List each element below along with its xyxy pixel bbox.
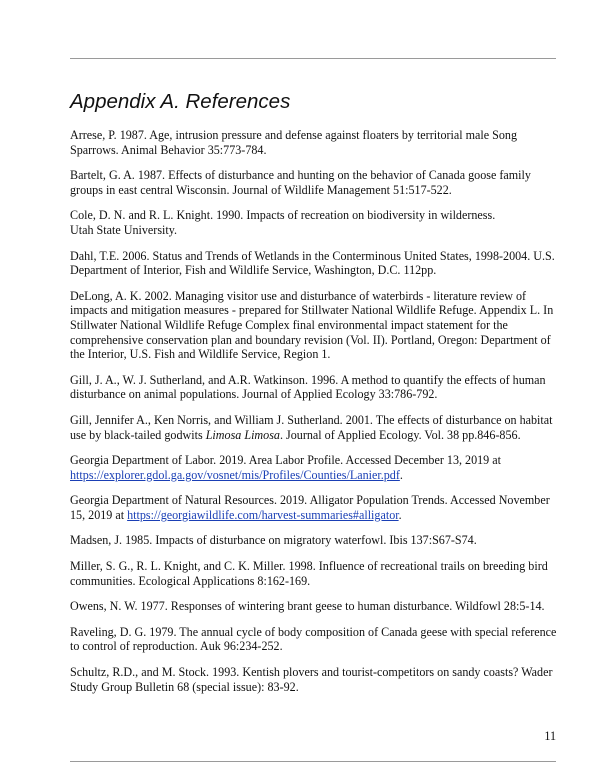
reference-item	[70, 493, 560, 522]
reference-text: . Journal of Applied Ecology. Vol. 38 pp.846-856.	[279, 427, 521, 442]
reference-text: Cole, D. N. and R. L. Knight. 1990. Impacts of recreation on biodiversity in wilderness.	[70, 208, 496, 223]
page-title: Appendix A. References	[70, 90, 291, 113]
reference-item: Arrese, P. 1987. Age, intrusion pressure and defense against floaters by territorial male Song Sparrows. Animal Behavior 35:773-784.	[70, 128, 518, 157]
reference-text: .	[399, 467, 403, 482]
reference-list	[70, 128, 560, 705]
page-number: 11	[544, 729, 556, 743]
reference-text: Utah State University.	[70, 222, 178, 237]
alligator-trends-link[interactable]: https://georgiawildlife.com/harvest-summaries#alligator	[127, 507, 399, 522]
labor-profile-link[interactable]: https://explorer.gdol.ga.gov/vosnet/mis/Profiles/Counties/Lanier.pdf	[70, 467, 400, 482]
reference-text: Georgia Department of Labor. 2019. Area Labor Profile. Accessed December 13, 2019 at	[70, 453, 501, 468]
reference-item: Bartelt, G. A. 1987. Effects of disturbance and hunting on the behavior of Canada goose family groups in east central Wisconsin. Journal of Wildlife Management 51:517-522.	[70, 168, 531, 197]
reference-item: DeLong, A. K. 2002. Managing visitor use and disturbance of waterbirds - literature review of impacts and mitigation measures - prepared for Stillwater National Wildlife Refuge. Appendix L. In Stillwater National Wildlife Refuge Complex final environmental impact statement for the comprehensive conservation plan and boundary revision (Vol. II). Portland, Oregon: Department of the Interior, U.S. Fish and Wildlife Service, Region 1.	[70, 288, 554, 362]
bottom-divider	[70, 761, 556, 762]
reference-item: Gill, J. A., W. J. Sutherland, and A.R. Watkinson. 1996. A method to quantify the effects of human disturbance on animal populations. Journal of Applied Ecology 33:786-792.	[70, 372, 546, 402]
reference-item: Raveling, D. G. 1979. The annual cycle of body composition of Canada geese with special reference to control of reproduction. Auk 96:234-252.	[70, 624, 557, 654]
reference-item: Dahl, T.E. 2006. Status and Trends of Wetlands in the Conterminous United States, 1998-2004. U.S. Department of Interior, Fish and Wildlife Service, Washington, D.C. 112pp.	[70, 248, 555, 278]
reference-item	[70, 208, 560, 237]
species-name: Limosa Limosa	[205, 427, 280, 442]
reference-item: Miller, S. G., R. L. Knight, and C. K. Miller. 1998. Influence of recreational trails on breeding bird communities. Ecological Applications 8:162-169.	[70, 559, 548, 588]
reference-text: .	[398, 507, 402, 522]
reference-text: Gill, Jennifer A., Ken Norris, and William J. Sutherland. 2001. The effects of disturbance on habitat use by black-tailed godwits	[70, 412, 553, 442]
reference-item: Owens, N. W. 1977. Responses of wintering brant geese to human disturbance. Wildfowl 28:5-14.	[70, 599, 545, 614]
reference-item	[70, 453, 560, 482]
top-divider	[70, 58, 556, 59]
reference-item	[70, 413, 560, 442]
reference-item: Madsen, J. 1985. Impacts of disturbance on migratory waterfowl. Ibis 137:S67-S74.	[70, 533, 477, 548]
reference-item: Schultz, R.D., and M. Stock. 1993. Kentish plovers and tourist-competitors on sandy coasts? Wader Study Group Bulletin 68 (special issue): 83-92.	[70, 665, 553, 694]
reference-text: Georgia Department of Natural Resources. 2019. Alligator Population Trends. Accessed November 15, 2019 at	[70, 493, 550, 522]
